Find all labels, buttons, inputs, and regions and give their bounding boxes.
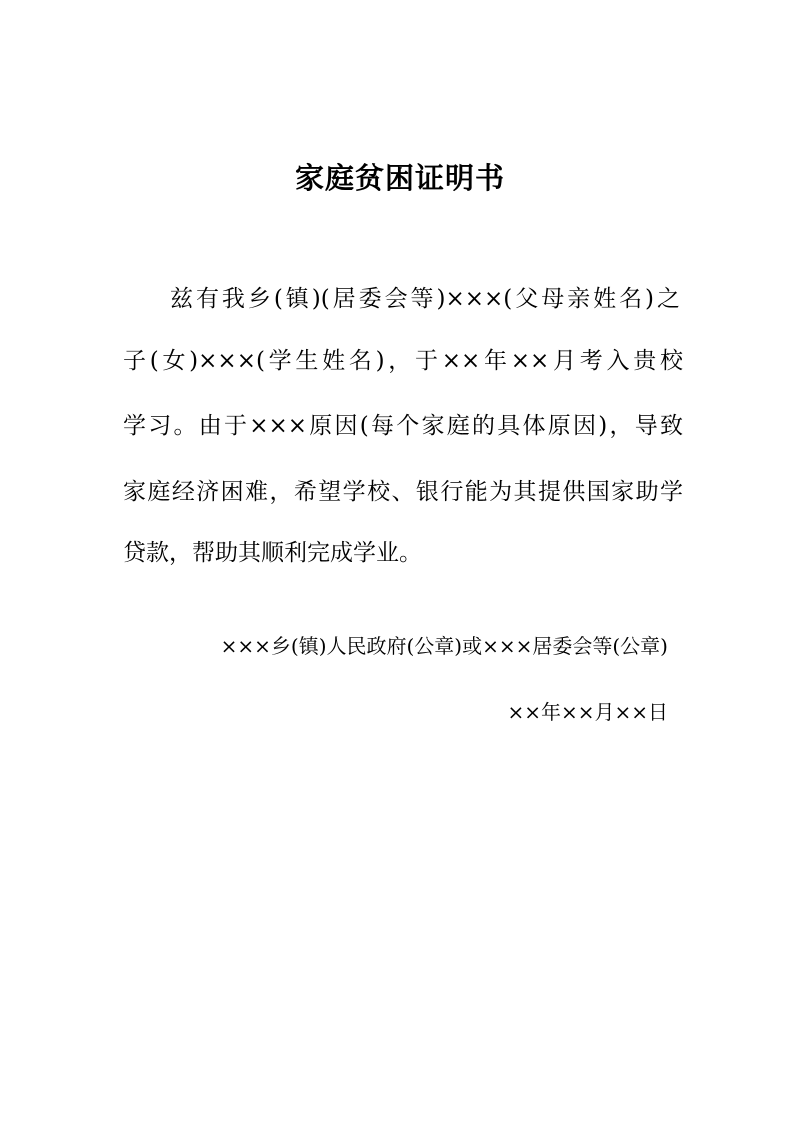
body-line-5: 贷款，帮助其顺利完成学业。 <box>123 540 422 566</box>
document-title: 家庭贫困证明书 <box>294 161 505 195</box>
body-line-4: 家庭经济困难，希望学校、银行能为其提供国家助学 <box>123 479 683 505</box>
body-line-3: 学习。由于×××原因(每个家庭的具体原因)，导致 <box>123 413 683 439</box>
signature-date: ××年××月××日 <box>507 700 668 724</box>
body-line-1: 兹有我乡(镇)(居委会等)×××(父母亲姓名)之 <box>170 286 680 312</box>
body-line-2: 子(女)×××(学生姓名)，于××年××月考入贵校 <box>123 348 683 374</box>
signature-organization: ×××乡(镇)人民政府(公章)或×××居委会等(公章) <box>220 634 668 658</box>
